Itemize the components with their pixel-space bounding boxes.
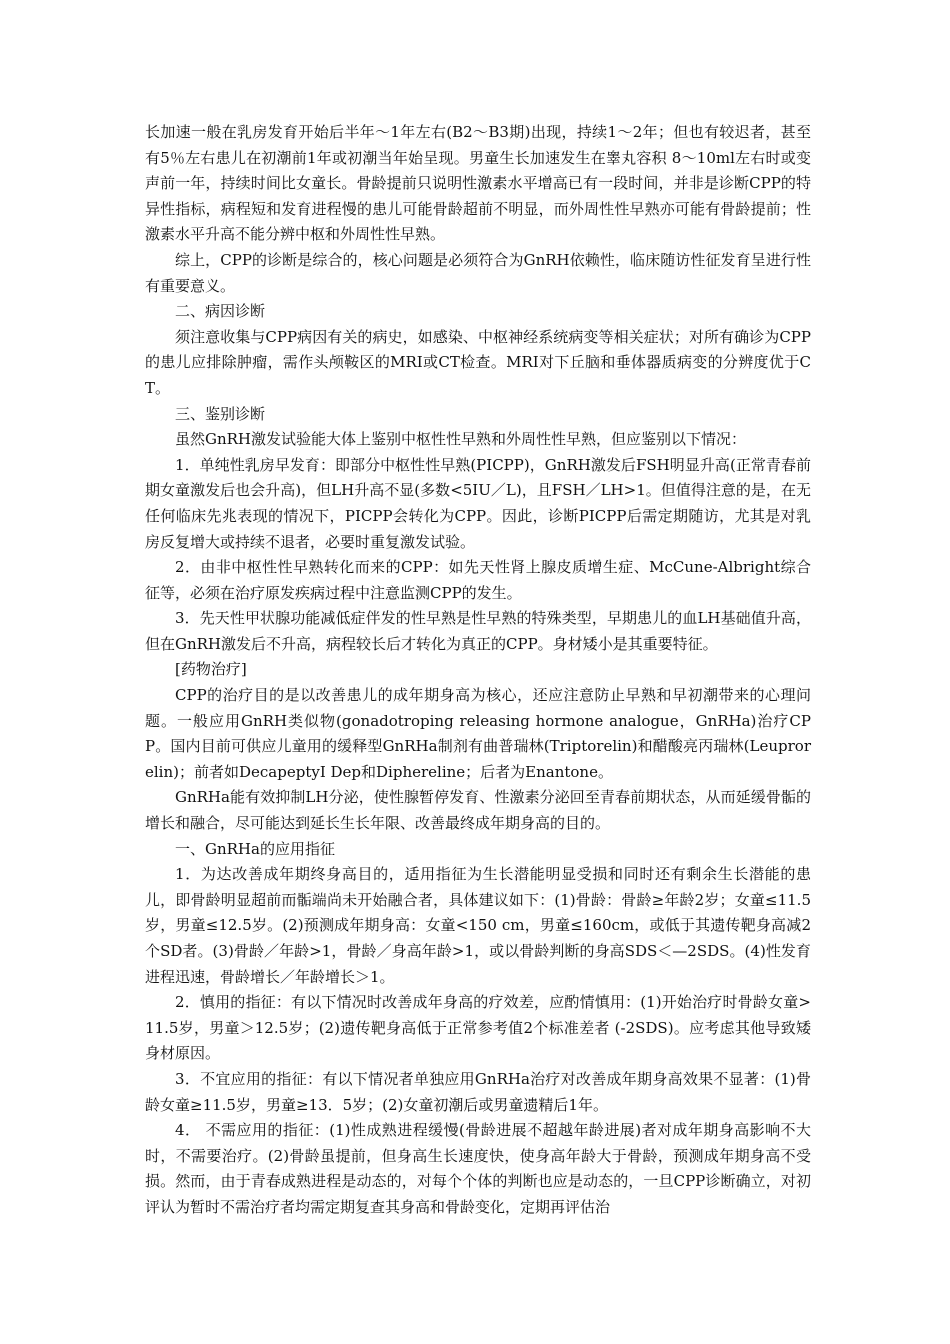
paragraph: 长加速一般在乳房发育开始后半年～1年左右(B2～B3期)出现，持续1～2年；但也有较迟者，甚至有5％左右患儿在初潮前1年或初潮当年始呈现。男童生长加速发生在睾丸容积 8～10ml左右时或变声前一年，持续时间比女童长。骨龄提前只说明性激素水平增高已有一段时间，并非是诊断CPP的特异性指标，病程短和发育进程慢的患儿可能骨龄超前不明显，而外周性性早熟亦可能有骨龄提前；性激素水平升高不能分辨中枢和外周性性早熟。 [145,123,811,244]
list-item: 1．为达改善成年期终身高目的，适用指征为生长潜能明显受损和同时还有剩余生长潜能的患儿，即骨龄明显超前而骺端尚未开始融合者，具体建议如下：(1)骨龄：骨龄≥年龄2岁；女童≤11.5岁，男童≤12.5岁。(2)预测成年期身高：女童<150 cm，男童≤160cm，或低于其遗传靶身高减2个SD者。(3)骨龄／年龄>1，骨龄／身高年龄>1，或以骨龄判断的身高SDS＜—2SDS。(4)性发育进程迅速，骨龄增长／年龄增长＞1。 [145,865,811,986]
paragraph: 综上，CPP的诊断是综合的，核心问题是必须符合为GnRH依赖性，临床随访性征发育呈进行性有重要意义。 [145,250,811,295]
list-item: 3．不宜应用的指征：有以下情况者单独应用GnRHa治疗对改善成年期身高效果不显著：(1)骨龄女童≥11.5岁，男童≥13．5岁；(2)女童初潮后或男童遗精后1年。 [145,1069,811,1114]
section-heading: [药物治疗] [175,660,247,679]
list-item: 1．单纯性乳房早发育：即部分中枢性性早熟(PICPP)，GnRH激发后FSH明显升高(正常青春前期女童激发后也会升高)，但LH升高不显(多数<5IU／L)，且FSH／LH>1。但值得注意的是，在无任何临床先兆表现的情况下，PICPP会转化为CPP。因此，诊断PICPP后需定期随访，尤其是对乳房反复增大或持续不退者，必要时重复激发试验。 [145,455,811,551]
list-item: 4． 不需应用的指征：(1)性成熟进程缓慢(骨龄进展不超越年龄进展)者对成年期身高影响不大时，不需要治疗。(2)骨龄虽提前，但身高生长速度快，使身高年龄大于骨龄，预测成年期身高不受损。然而，由于青春成熟进程是动态的，对每个个体的判断也应是动态的，一旦CPP诊断确立，对初评认为暂时不需治疗者均需定期复查其身高和骨龄变化，定期再评估治 [145,1121,811,1216]
list-item: 2．慎用的指征：有以下情况时改善成年身高的疗效差，应酌情慎用：(1)开始治疗时骨龄女童>11.5岁，男童＞12.5岁；(2)遗传靶身高低于正常参考值2个标准差者 (-2SDS)。应考虑其他导致矮身材原因。 [145,993,811,1063]
section-heading: 二、病因诊断 [175,302,266,321]
document-page [145,120,811,1221]
list-item: 3．先天性甲状腺功能减低症伴发的性早熟是性早熟的特殊类型，早期患儿的血LH基础值升高，但在GnRH激发后不升高，病程较长后才转化为真正的CPP。身材矮小是其重要特征。 [145,609,811,653]
list-item: 2．由非中枢性性早熟转化而来的CPP：如先天性肾上腺皮质增生症、McCune-Albright综合征等，必须在治疗原发疾病过程中注意监测CPP的发生。 [145,558,811,602]
paragraph: CPP的治疗目的是以改善患儿的成年期身高为核心，还应注意防止早熟和早初潮带来的心理问题。一般应用GnRH类似物(gonadotroping releasing hormone analogue，GnRHa)治疗CPP。国内目前可供应儿童用的缓释型GnRHa制剂有曲普瑞林(Triptorelin)和醋酸亮丙瑞林(Leuprorelin)；前者如DecapeptyI Dep和Diphereline；后者为Enantone。 [145,686,811,781]
paragraph: 虽然GnRH激发试验能大体上鉴别中枢性性早熟和外周性性早熟，但应鉴别以下情况： [175,430,747,449]
section-heading: 一、GnRHa的应用指征 [175,839,335,858]
paragraph: 须注意收集与CPP病因有关的病史，如感染、中枢神经系统病变等相关症状；对所有确诊为CPP的患儿应排除肿瘤，需作头颅鞍区的MRI或CT检查。MRI对下丘脑和垂体器质病变的分辨度优于CT。 [145,327,811,397]
section-heading: 三、鉴别诊断 [175,404,266,423]
paragraph: GnRHa能有效抑制LH分泌，使性腺暂停发育、性激素分泌回至青春前期状态，从而延缓骨骺的增长和融合，尽可能达到延长生长年限、改善最终成年期身高的目的。 [145,788,811,833]
